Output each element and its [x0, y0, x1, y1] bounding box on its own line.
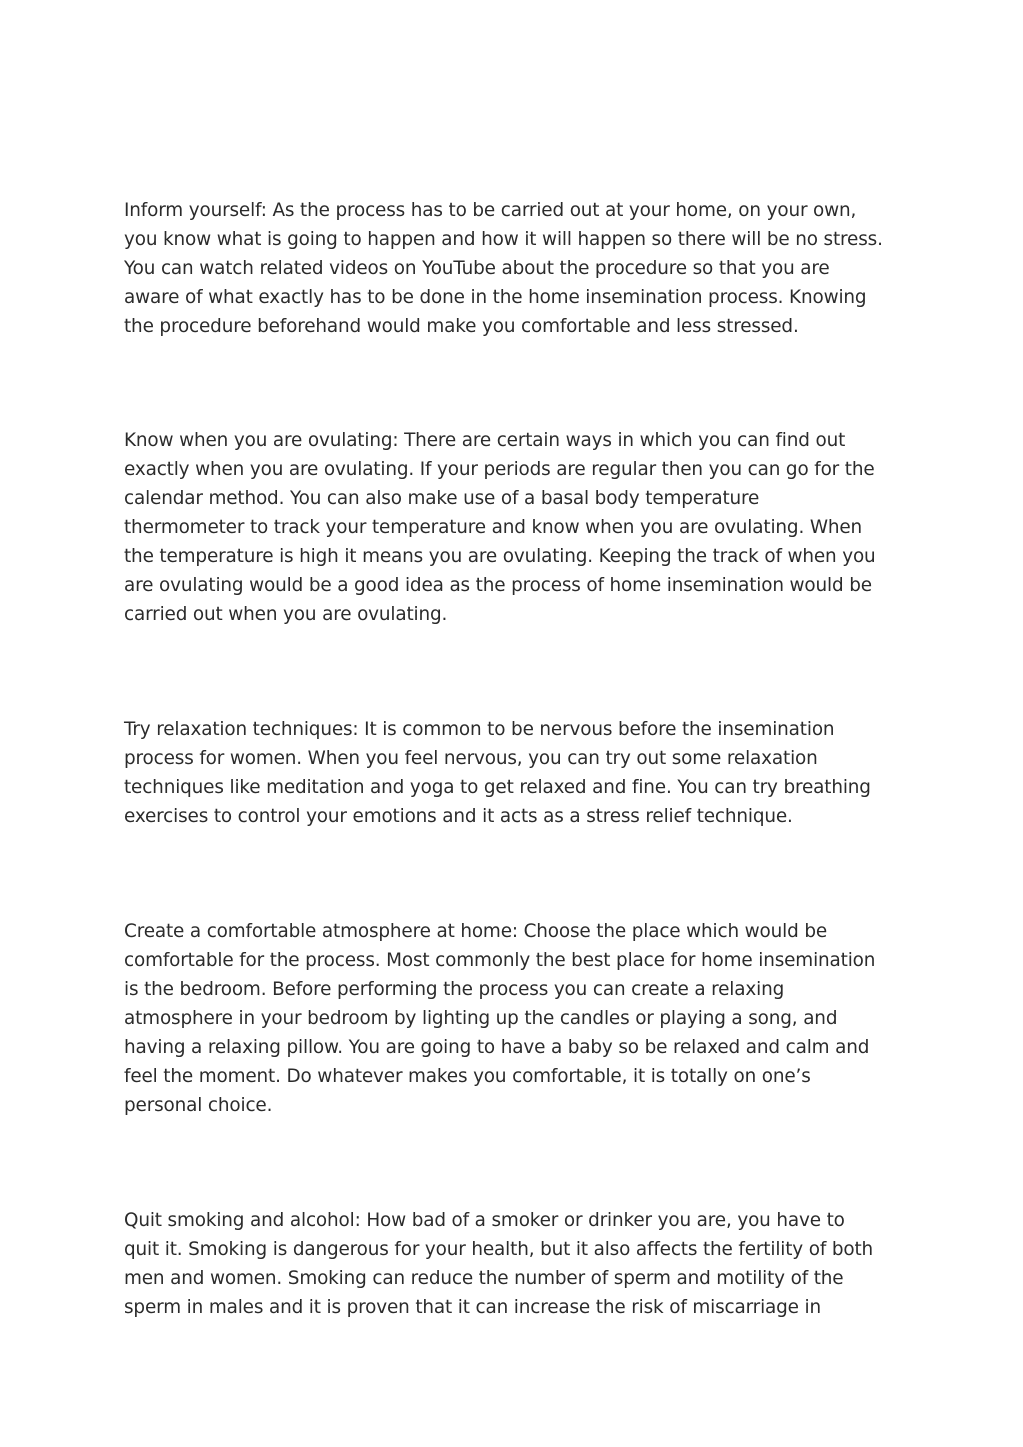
paragraph-line: personal choice.: [124, 1095, 273, 1116]
paragraph-quit-smoking: [124, 1206, 873, 1322]
paragraph-line: you know what is going to happen and how it will happen so there will be no stress.: [124, 229, 883, 250]
paragraph-line: the temperature is high it means you are ovulating. Keeping the track of when you: [124, 546, 876, 567]
paragraph-inform-yourself: [124, 196, 883, 341]
paragraph-line: is the bedroom. Before performing the process you can create a relaxing: [124, 979, 785, 1000]
paragraph-line: Know when you are ovulating: There are certain ways in which you can find out: [124, 430, 846, 451]
paragraph-line: men and women. Smoking can reduce the number of sperm and motility of the: [124, 1268, 844, 1289]
paragraph-atmosphere: [124, 917, 875, 1120]
paragraph-line: feel the moment. Do whatever makes you comfortable, it is totally on one’s: [124, 1066, 811, 1087]
paragraph-line: quit it. Smoking is dangerous for your health, but it also affects the fertility of both: [124, 1239, 874, 1260]
paragraph-line: carried out when you are ovulating.: [124, 604, 448, 625]
paragraph-know-ovulating: [124, 426, 876, 629]
paragraph-line: aware of what exactly has to be done in the home insemination process. Knowing: [124, 287, 867, 308]
paragraph-line: exactly when you are ovulating. If your periods are regular then you can go for the: [124, 459, 875, 480]
paragraph-line: exercises to control your emotions and it acts as a stress relief technique.: [124, 806, 793, 827]
paragraph-line: the procedure beforehand would make you comfortable and less stressed.: [124, 316, 799, 337]
paragraph-line: Quit smoking and alcohol: How bad of a smoker or drinker you are, you have to: [124, 1210, 845, 1231]
paragraph-line: are ovulating would be a good idea as the process of home insemination would be: [124, 575, 872, 596]
paragraph-line: Inform yourself: As the process has to be carried out at your home, on your own,: [124, 200, 857, 221]
paragraph-line: process for women. When you feel nervous, you can try out some relaxation: [124, 748, 818, 769]
paragraph-line: You can watch related videos on YouTube about the procedure so that you are: [124, 258, 830, 279]
paragraph-line: comfortable for the process. Most commonly the best place for home insemination: [124, 950, 876, 971]
paragraph-line: calendar method. You can also make use of a basal body temperature: [124, 488, 760, 509]
paragraph-line: techniques like meditation and yoga to get relaxed and fine. You can try breathing: [124, 777, 871, 798]
paragraph-line: atmosphere in your bedroom by lighting up the candles or playing a song, and: [124, 1008, 838, 1029]
paragraph-line: having a relaxing pillow. You are going to have a baby so be relaxed and calm and: [124, 1037, 870, 1058]
paragraph-line: sperm in males and it is proven that it can increase the risk of miscarriage in: [124, 1297, 822, 1318]
paragraph-relaxation: [124, 715, 871, 831]
paragraph-line: Create a comfortable atmosphere at home: Choose the place which would be: [124, 921, 828, 942]
paragraph-line: thermometer to track your temperature and know when you are ovulating. When: [124, 517, 863, 538]
paragraph-line: Try relaxation techniques: It is common to be nervous before the insemination: [124, 719, 835, 740]
